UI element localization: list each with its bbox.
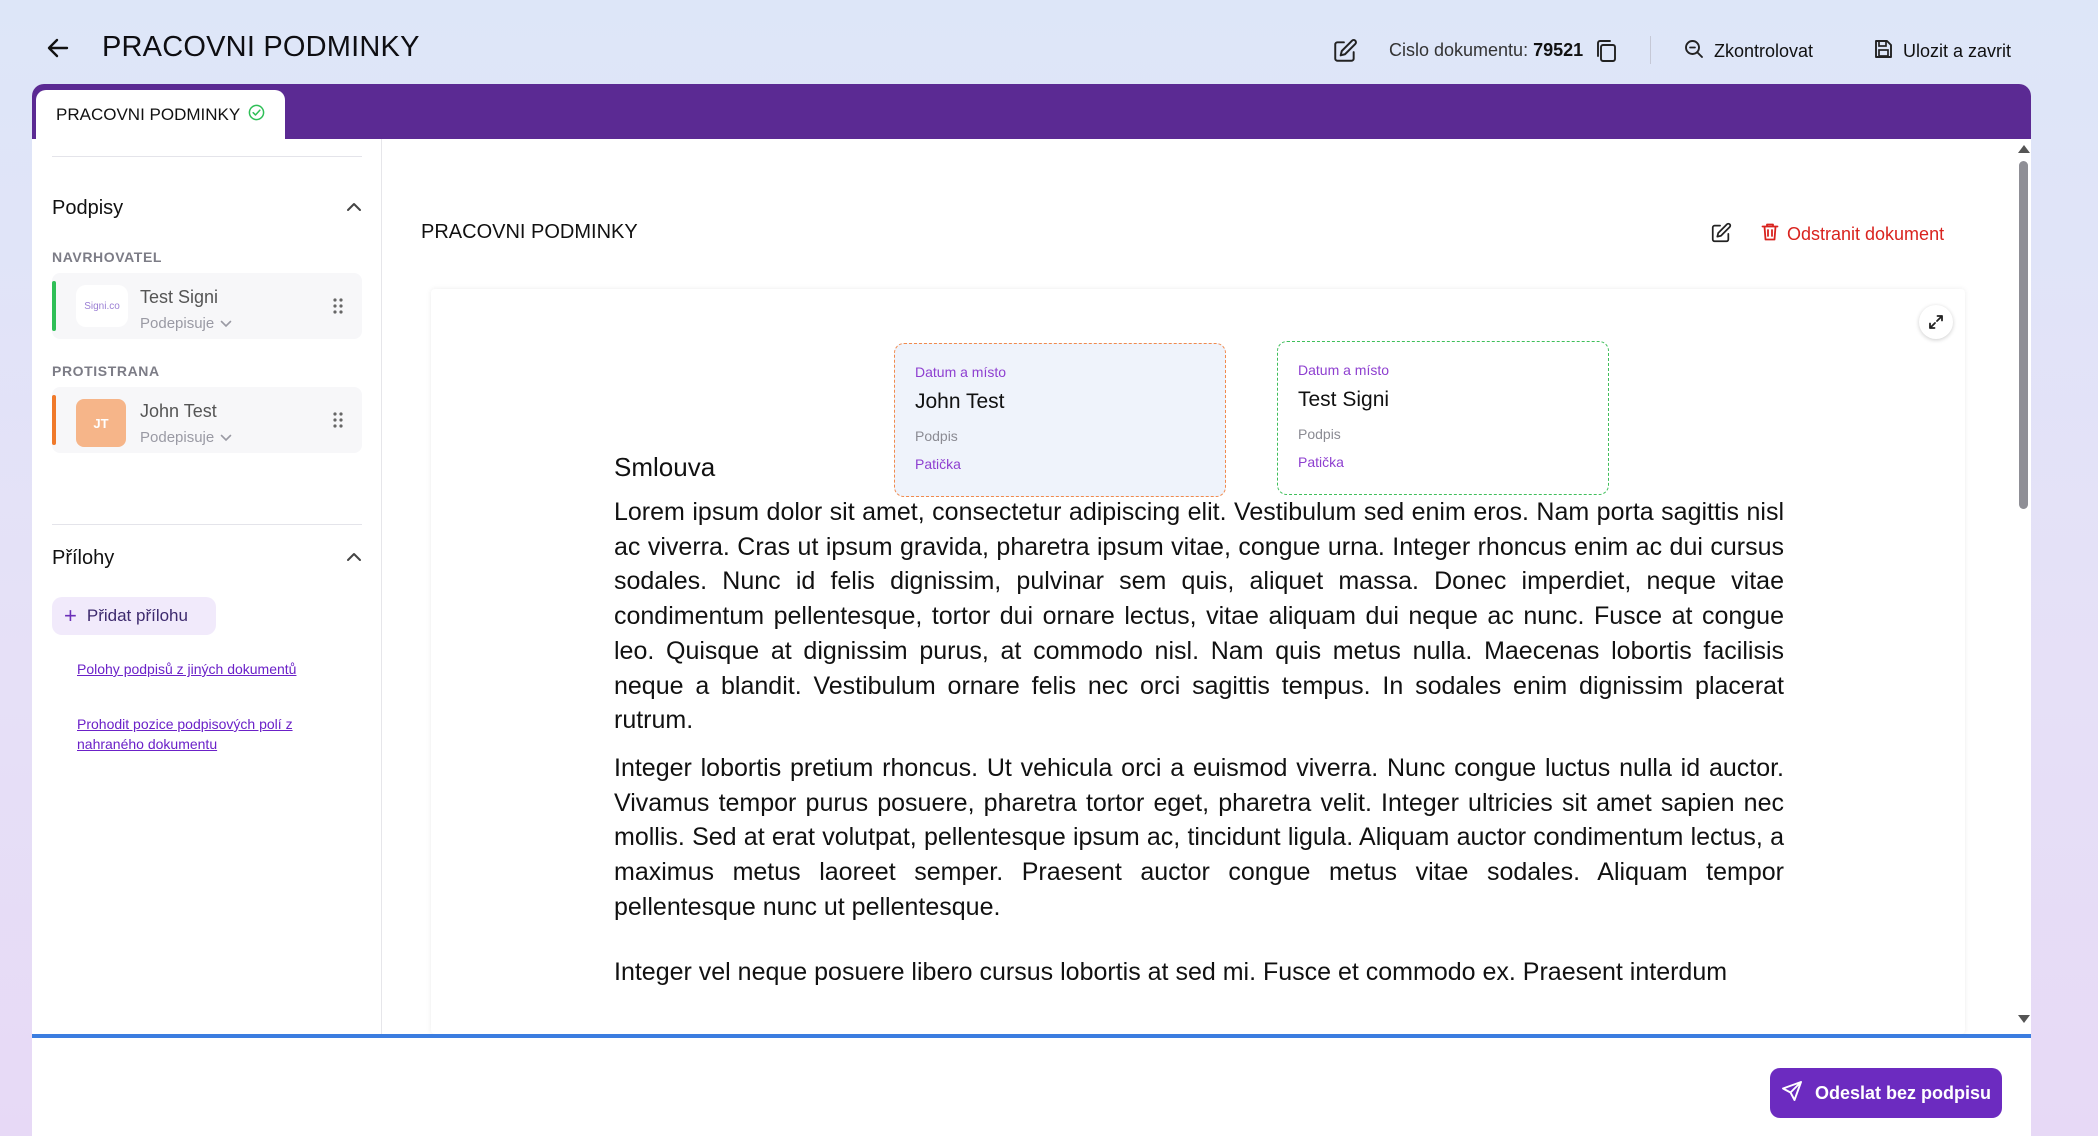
sidebar (32, 139, 382, 1034)
sidebar-divider (52, 524, 362, 525)
signature-footer: Patička (915, 456, 961, 472)
signer-status-label: Podepisuje (140, 315, 215, 332)
document-paragraph: Integer vel neque posuere libero cursus lobortis at sed mi. Fusce et commodo ex. Praesent interdum (614, 958, 1728, 986)
signature-name: Test Signi (1298, 388, 1390, 411)
signer-name: Test Signi (140, 287, 219, 307)
footer-bar (32, 1038, 2031, 1136)
scrollbar-thumb[interactable] (2019, 161, 2028, 509)
signature-date-place: Datum a místo (1298, 362, 1390, 378)
drag-handle-icon[interactable] (332, 411, 344, 429)
signer-color-bar (52, 281, 56, 331)
avatar: JT (76, 399, 126, 447)
document-title: PRACOVNI PODMINKY (421, 221, 638, 243)
signature-footer: Patička (1298, 454, 1344, 470)
chevron-up-icon (346, 549, 362, 567)
proposer-role: NAVRHOVATEL (52, 249, 163, 265)
signature-sign-label: Podpis (1298, 426, 1341, 442)
document-heading: Smlouva (614, 452, 716, 482)
add-attachment-button[interactable] (52, 597, 216, 635)
signer-name: John Test (140, 401, 217, 421)
tab-pracovni-podminky[interactable] (36, 90, 285, 139)
delete-document-button[interactable] (1761, 220, 1944, 248)
document-number-value: 79521 (1533, 40, 1584, 60)
tab-bar (32, 84, 2031, 139)
document-page (431, 289, 1965, 1034)
send-paper-plane-icon (1781, 1080, 1803, 1107)
document-number-label: Cislo dokumentu: (1389, 40, 1529, 60)
page-title: PRACOVNI PODMINKY (102, 31, 420, 63)
signer-color-bar (52, 395, 56, 445)
expand-icon[interactable] (1919, 305, 1953, 339)
document-paragraph: Lorem ipsum dolor sit amet, consectetur adipiscing elit. Vestibulum sed enim eros. Nam porta sagittis nisl ac viverra. Cras ut ipsum gravida, pharetra ipsum vitae, congue urna. Integer rhoncus enim ac dui cursus sodales. Nunc id felis dignissim, pulvinar sem quis, aliquet massa. Donec imperdiet, neque vitae condimentum pellentesque, tortor dui ornare lectus, vitae aliquam dui neque ac nunc. Fusce at congue leo. Quisque at dignissim purus, at commodo nisl. Nam quis metus nulla. Maecenas lobortis facilisis neque a blandit. Vestibulum ornare felis nec orci sagittis tempus. In sodales enim dignissim placerat rutrum. (614, 498, 1784, 735)
attachments-title: Přílohy (52, 546, 115, 569)
chevron-down-icon (220, 429, 232, 446)
edit-title-icon[interactable] (1330, 36, 1360, 66)
signature-sign-label: Podpis (915, 428, 958, 444)
signer-status-label: Podepisuje (140, 429, 215, 446)
swap-signature-fields-link[interactable]: Prohodit pozice podpisových polí z nahraného dokumentu (77, 716, 293, 752)
check-button[interactable] (1684, 36, 1813, 66)
company-logo: Signi.co (76, 285, 128, 327)
attachments-section-header[interactable] (52, 538, 362, 578)
drag-handle-icon[interactable] (332, 297, 344, 315)
check-circle-icon (248, 104, 265, 126)
delete-document-label: Odstranit dokument (1787, 223, 1945, 244)
save-close-label: Ulozit a zavrit (1903, 40, 2012, 61)
zoom-search-icon (1684, 39, 1704, 64)
plus-icon: + (64, 603, 77, 628)
trash-icon (1761, 222, 1779, 247)
chevron-down-icon (220, 315, 232, 332)
floppy-disk-icon (1873, 39, 1893, 64)
document-number (1389, 40, 1583, 61)
signature-field-test-signi[interactable] (1277, 341, 1609, 495)
signer-status-dropdown[interactable] (140, 429, 232, 446)
signatures-title: Podpisy (52, 196, 124, 219)
check-button-label: Zkontrolovat (1714, 40, 1814, 61)
scrollbar[interactable] (2015, 139, 2031, 1034)
document-content (383, 139, 2031, 1034)
document-paragraph: Integer lobortis pretium rhoncus. Ut vehicula orci a euismod viverra. Nunc congue luctus nulla id auctor. Vivamus tempor purus posuere, pharetra tortor eget, pharetra velit. Integer ultricies sit amet sapien nec mollis. Sed at erat volutpat, pellentesque ipsum ac, tincidunt ligula. Aliquam auctor condimentum lectus, a maximus metus laoreet semper. Praesent auctor congue metus vitae sodales. Aliquam tempor pellentesque nunc ut pellentesque. (614, 754, 1784, 921)
scroll-up-arrow-icon[interactable] (2018, 145, 2030, 153)
add-attachment-label: Přidat přílohu (86, 606, 188, 625)
signer-status-dropdown[interactable] (140, 315, 232, 332)
tab-label: PRACOVNI PODMINKY (56, 104, 241, 124)
header-divider (1650, 36, 1651, 64)
scroll-down-arrow-icon[interactable] (2018, 1015, 2030, 1023)
signer-counterparty[interactable] (52, 387, 362, 453)
send-button-label: Odeslat bez podpisu (1814, 1082, 1992, 1103)
save-close-button[interactable] (1873, 36, 2011, 66)
signer-proposer[interactable] (52, 273, 362, 339)
signature-date-place: Datum a místo (915, 364, 1007, 380)
send-without-signature-button[interactable] (1770, 1068, 2002, 1118)
signature-field-john-test[interactable] (894, 343, 1226, 497)
signature-name: John Test (915, 390, 1005, 413)
back-arrow-icon[interactable] (44, 34, 72, 62)
sidebar-divider (52, 156, 362, 157)
signatures-section-header[interactable] (52, 188, 362, 228)
copy-icon[interactable] (1592, 36, 1620, 66)
top-bar (0, 0, 2098, 84)
chevron-up-icon (346, 199, 362, 217)
edit-document-icon[interactable] (1707, 219, 1735, 247)
signature-positions-link[interactable]: Polohy podpisů z jiných dokumentů (77, 661, 297, 677)
counterparty-role: PROTISTRANA (52, 363, 160, 379)
document-editor-card (32, 84, 2031, 1136)
